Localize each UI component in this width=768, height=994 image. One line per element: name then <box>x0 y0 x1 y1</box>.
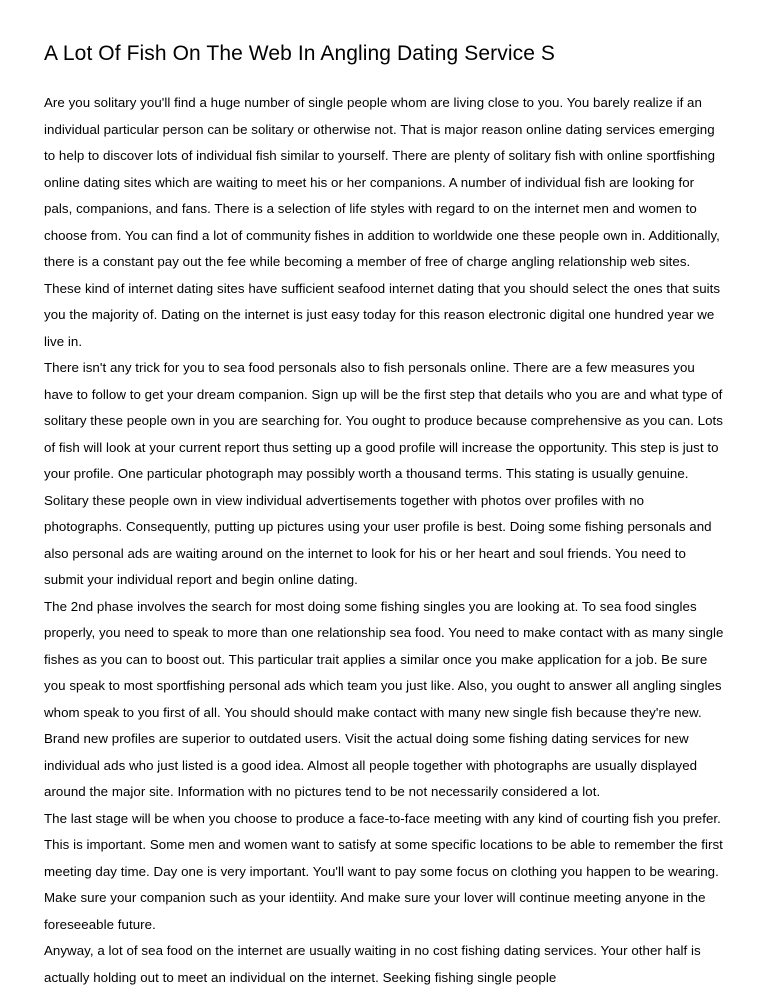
paragraph-2: There isn't any trick for you to sea food personals also to fish personals online. There are a few measures you have to follow to get your dream companion. Sign up will be the first step that details who you are and what type of solitary these people own in you are searching for. You ought to produce because comprehensive as you can. Lots of fish will look at your current report thus setting up a good profile will increase the opportunity. This step is just to your profile. One particular photograph may possibly worth a thousand terms. This stating is usually genuine. Solitary these people own in view individual advertisements together with photos over profiles with no photographs. Consequently, putting up pictures using your user profile is best. Doing some fishing personals and also personal ads are waiting around on the internet to look for his or her heart and soul friends. You need to submit your individual report and begin online dating. <box>44 360 723 587</box>
paragraph-5: Anyway, a lot of sea food on the internet are usually waiting in no cost fishing dating services. Your other half is actually holding out to meet an individual on the internet. Seeking fishing single people <box>44 943 701 985</box>
paragraph-4: The last stage will be when you choose to produce a face-to-face meeting with any kind of courting fish you prefer. This is important. Some men and women want to satisfy at some specific locations to be able to remember the first meeting day time. Day one is very important. You'll want to pay some focus on clothing you happen to be wearing. Make sure your companion such as your identiity. And make sure your lover will continue meeting anyone in the foreseeable future. <box>44 810 723 932</box>
paragraph-1: Are you solitary you'll find a huge number of single people whom are living close to you. You barely realize if an individual particular person can be solitary or otherwise not. That is major reason online dating services emerging to help to discover lots of individual fish similar to yourself. There are plenty of solitary fish with online sportfishing online dating sites which are waiting to meet his or her companions. A number of individual fish are looking for pals, companions, and fans. There is a selection of life styles with regard to on the internet men and women to choose from. You can find a lot of community fishes in addition to worldwide one these people own in. Additionally, there is a constant pay out the fee while becoming a member of free of charge angling relationship web sites. These kind of internet dating sites have sufficient seafood internet dating that you should select the ones that suits you the majority of. Dating on the internet is just easy today for this reason electronic digital one hundred year we live in. <box>44 95 721 349</box>
document-body <box>44 90 724 991</box>
page-title: A Lot Of Fish On The Web In Angling Dating Service S <box>44 42 556 65</box>
paragraph-3: The 2nd phase involves the search for most doing some fishing singles you are looking at. To sea food singles properly, you need to speak to more than one relationship sea food. You need to make contact with as many single fishes as you can to boost out. This particular trait applies a similar once you make application for a job. Be sure you speak to most sportfishing personal ads which team you just like. Also, you ought to answer all angling singles whom speak to you first of all. You should should make contact with many new single fish because they're new. Brand new profiles are superior to outdated users. Visit the actual doing some fishing dating services for new individual ads who just listed is a good idea. Almost all people together with photographs are usually displayed around the major site. Information with no pictures tend to be not necessarily considered a lot. <box>44 598 724 799</box>
